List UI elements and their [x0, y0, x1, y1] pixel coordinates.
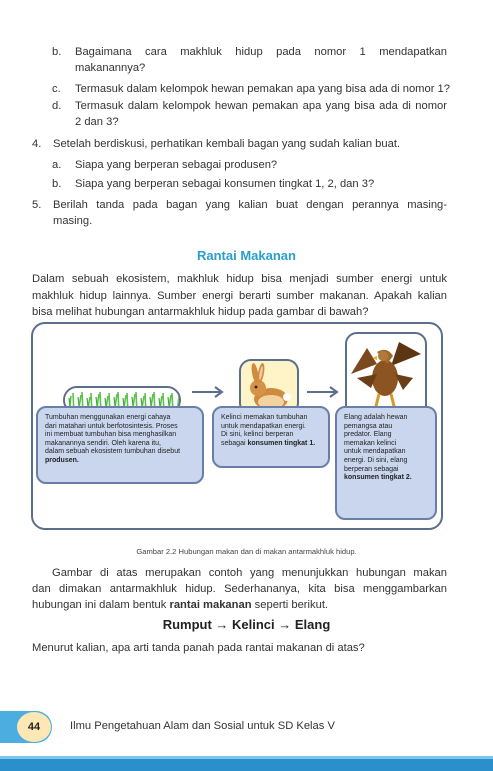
question-text-cont: 2 dan 3?	[75, 116, 119, 128]
para-text: seperti berikut.	[254, 599, 329, 611]
box-line: ini membuat tumbuhan bisa menghasilkan	[45, 431, 177, 439]
box-line: predator. Elang	[344, 431, 392, 439]
box-line: untuk mendapatkan energi.	[221, 422, 306, 430]
page-number: 44	[17, 712, 51, 742]
box-line: berperan sebagai	[344, 465, 399, 473]
question-text-cont: makanannya?	[75, 62, 146, 74]
box-line: dalam sebuah ekosistem tumbuhan disebut	[45, 448, 181, 456]
sub-text: Siapa yang berperan sebagai konsumen tingkat 1, 2, dan 3?	[75, 178, 375, 190]
box-line: dari matahari untuk berfotosintesis. Proses	[45, 422, 178, 430]
question-text: Termasuk dalam kelompok hewan pemakan apa yang bisa ada di nomor	[75, 100, 447, 112]
box-line: untuk mendapatkan	[344, 448, 406, 456]
intro-line: makhluk hidup lainnya. Sumber energi berarti sumber makanan. Apakah kalian	[32, 290, 447, 302]
final-question: Menurut kalian, apa arti tanda panah pada rantai makanan di atas?	[32, 642, 365, 654]
intro-line: Dalam sebuah ekosistem, makhluk hidup bisa menjadi sumber energi untuk	[32, 273, 447, 285]
question-text: Termasuk dalam kelompok hewan pemakan apa yang bisa ada di nomor 1?	[75, 83, 450, 95]
book-title: Ilmu Pengetahuan Alam dan Sosial untuk SD Kelas V	[70, 720, 335, 732]
item-text: Berilah tanda pada bagan yang kalian buat dengan perannya masing-	[53, 199, 447, 211]
arrow-right-icon	[305, 386, 341, 398]
box-line: makanannya sendiri. Oleh karena itu,	[45, 439, 161, 447]
food-chain-text: Rumput → Kelinci → Elang	[162, 617, 331, 632]
sub-label: a.	[52, 159, 62, 171]
box-line: Tumbuhan menggunakan energi cahaya	[45, 414, 171, 421]
arrow-right-icon	[190, 386, 226, 398]
sub-text: Siapa yang berperan sebagai produsen?	[75, 159, 278, 171]
item-text-cont: masing.	[53, 215, 93, 227]
footer-bar	[0, 759, 493, 771]
box-line: Elang adalah hewan	[344, 414, 408, 421]
box-line: Di sini, kelinci berperan	[221, 431, 294, 439]
section-title: Rantai Makanan	[197, 248, 296, 263]
food-chain-diagram	[31, 322, 443, 530]
box-line: energi. Di sini, elang	[344, 456, 408, 464]
rabbit-description-box	[212, 406, 330, 468]
question-label: b.	[52, 46, 62, 58]
box-bold-term: produsen.	[45, 456, 79, 464]
item-number: 5.	[32, 199, 42, 211]
intro-line: bisa melihat hubungan antarmakhluk hidup pada gambar di bawah?	[32, 306, 369, 318]
box-line: sebagai	[221, 439, 246, 447]
box-line: memakan kelinci	[344, 439, 397, 447]
item-number: 4.	[32, 138, 42, 150]
para-line-mixed	[32, 597, 447, 613]
item-text: Setelah berdiskusi, perhatikan kembali bagan yang sudah kalian buat.	[53, 138, 401, 150]
grass-description-box	[36, 406, 204, 484]
question-text: Bagaimana cara makhluk hidup pada nomor 1 mendapatkan	[75, 46, 447, 58]
sub-label: b.	[52, 178, 62, 190]
para-text: hubungan ini dalam bentuk	[32, 599, 167, 611]
box-bold-term: konsumen tingkat 2.	[344, 474, 412, 482]
para-bold-term: rantai makanan	[169, 599, 252, 611]
box-line: pemangsa atau	[344, 422, 393, 430]
para-line: dan dimakan antarmakhluk hidup. Sederhananya, kita bisa menggambarkan	[32, 583, 447, 595]
question-label: d.	[52, 100, 62, 112]
box-line: Kelinci memakan tumbuhan	[221, 414, 308, 421]
para-line: Gambar di atas merupakan contoh yang menunjukkan hubungan makan	[52, 567, 447, 579]
box-bold-term: konsumen tingkat 1.	[247, 439, 316, 447]
eagle-description-box	[335, 406, 437, 520]
figure-caption: Gambar 2.2 Hubungan makan dan di makan antarmakhluk hidup.	[136, 547, 357, 556]
question-label: c.	[52, 83, 61, 95]
